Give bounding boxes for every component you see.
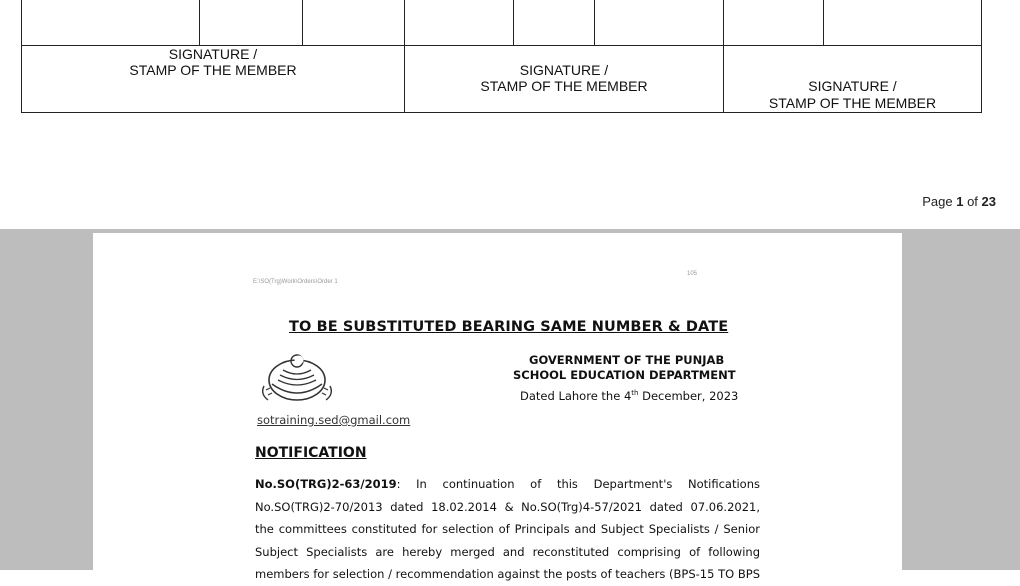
current-page-number: 1 (956, 194, 964, 209)
body-line-1 (255, 473, 760, 496)
body-line-5: members for selection / recommendation against the posts of teachers (BPS-15 TO BPS (255, 567, 760, 581)
table-row (22, 0, 982, 46)
punjab-emblem-icon (256, 350, 338, 406)
document-page-2 (93, 233, 902, 581)
date-prefix: Dated Lahore the 4 (520, 389, 632, 403)
page-indicator (922, 194, 996, 209)
table-cell (724, 0, 824, 46)
body-line-2: No.SO(TRG)2-70/2013 dated 18.02.2014 & No.SO(Trg)4-57/2021 dated 07.06.2021, (255, 499, 760, 514)
signature-cell-1 (22, 46, 405, 113)
table-cell (200, 0, 303, 46)
signature-label: SIGNATURE / (168, 46, 258, 62)
signature-label: SIGNATURE / (808, 78, 897, 94)
notification-heading: NOTIFICATION (255, 445, 367, 461)
body-text: : In continuation of this Department's Notifications (396, 477, 760, 491)
table-cell (824, 0, 982, 46)
government-name: GOVERNMENT OF THE PUNJAB (529, 353, 725, 367)
stamp-label: STAMP OF THE MEMBER (768, 95, 937, 111)
document-page-1-bottom (0, 0, 1020, 229)
order-number: No.SO(TRG)2-63/2019 (255, 477, 397, 491)
table-cell (303, 0, 405, 46)
signature-cell-2 (405, 46, 724, 113)
table-cell (595, 0, 724, 46)
page-prefix: Page (922, 194, 957, 209)
signature-cell-3 (724, 46, 982, 113)
substitute-title: TO BE SUBSTITUTED BEARING SAME NUMBER & DATE (289, 319, 729, 335)
contact-email: sotraining.sed@gmail.com (257, 413, 411, 427)
stamp-label: STAMP OF THE MEMBER (480, 78, 648, 94)
table-row (22, 46, 982, 113)
table-cell (405, 0, 514, 46)
issue-date (520, 389, 738, 403)
member-signature-table (21, 0, 982, 113)
date-suffix-sup: th (631, 389, 639, 398)
file-reference: E:\SO(Trg)Work\Orders\Order 1 (253, 279, 338, 285)
body-line-3: the committees constituted for selection of Principals and Subject Specialists / Senior (255, 522, 760, 536)
page-corner-number: 105 (687, 271, 698, 277)
stamp-label: STAMP OF THE MEMBER (129, 62, 297, 78)
total-page-count: 23 (981, 194, 996, 209)
signature-label: SIGNATURE / (519, 62, 609, 78)
body-line-4: Subject Specialists are hereby merged and reconstituted comprising of following (255, 544, 760, 559)
page-separator: of (963, 194, 982, 209)
department-name: SCHOOL EDUCATION DEPARTMENT (513, 368, 736, 382)
date-rest: December, 2023 (638, 389, 739, 403)
table-cell (514, 0, 595, 46)
table-cell (22, 0, 200, 46)
notification-body (255, 473, 760, 586)
